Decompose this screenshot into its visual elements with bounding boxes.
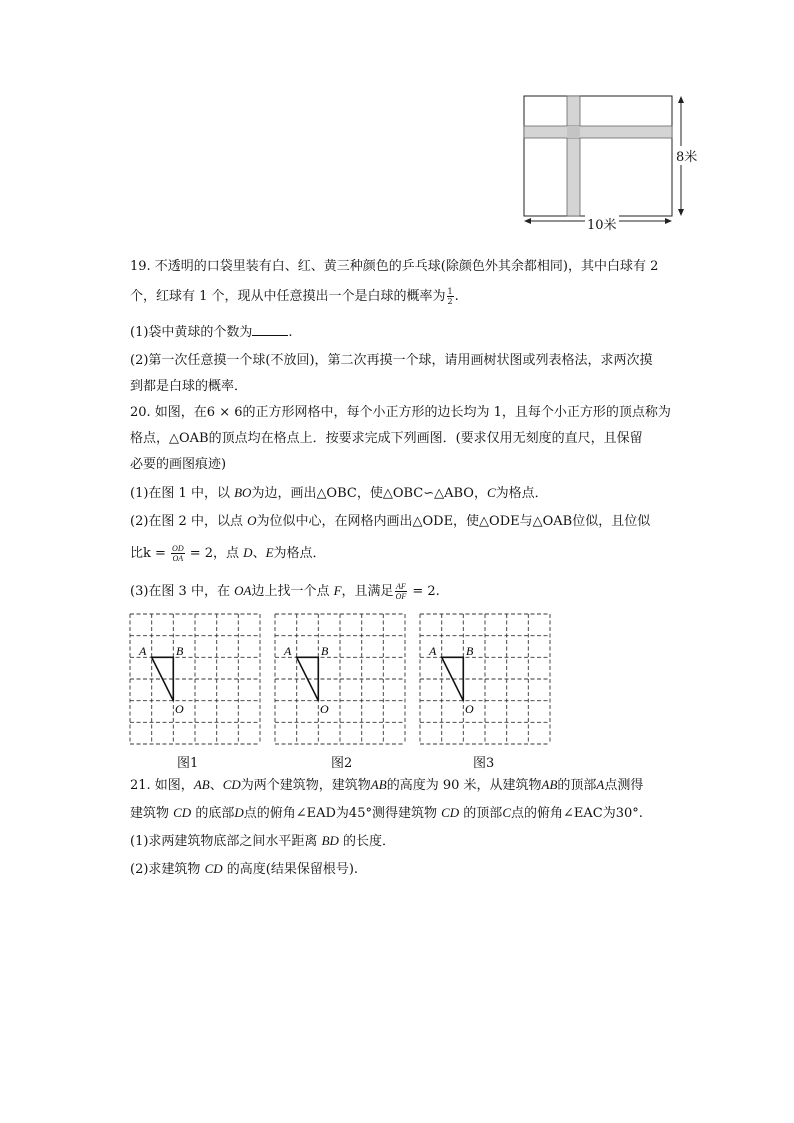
q21-part2: (2)求建筑物 CD 的高度(结果保留根号).	[130, 861, 359, 877]
label-b: B	[321, 644, 329, 658]
label-o: O	[320, 702, 329, 716]
q19-line2: 个，红球有 1 个，现从中任意摸出一个是白球的概率为 $\frac{1}{2}$ .	[130, 287, 459, 306]
grid-lines	[275, 614, 405, 744]
height-label: 8米	[675, 146, 698, 165]
answer-blank[interactable]	[252, 323, 288, 336]
grid-figure-2	[271, 610, 409, 748]
vertical-road	[567, 96, 580, 216]
label-b: B	[466, 644, 474, 658]
q19-line1: 19. 不透明的口袋里装有白、红、黄三种颜色的乒乓球(除颜色外其余都相同)，其中白球有 2	[130, 259, 659, 274]
width-label: 10米	[585, 214, 619, 233]
q19-part2-line2: 到都是白球的概率．	[130, 379, 248, 394]
label-a: A	[284, 644, 292, 658]
q21-part1: (1)求两建筑物底部之间水平距离 BD 的长度．	[130, 833, 396, 849]
grid-figure-1	[126, 610, 264, 748]
q19-part1: (1)袋中黄球的个数为 .	[130, 325, 293, 340]
label-b: B	[176, 644, 184, 658]
label-o: O	[465, 702, 474, 716]
q21-line2: 建筑物 CD 的底部D点的俯角∠EAD为45°测得建筑物 CD 的顶部C点的俯角∠EAC为30°.	[130, 805, 643, 821]
horizontal-road	[524, 126, 672, 138]
label-a: A	[429, 644, 437, 658]
af-of-fraction: $\frac{AF}{OF}$	[395, 582, 407, 601]
q20-line2: 格点，△OAB的顶点均在格点上．按要求完成下列画图．(要求仅用无刻度的直尺，且保留	[130, 431, 643, 446]
q20-part2-line2: 比k = $\frac{OD}{OA}$ = 2，点 D、E为格点．	[130, 544, 326, 563]
q19-line2-text: 个，红球有 1 个，现从中任意摸出一个是白球的概率为	[130, 289, 446, 304]
grid-figure-3	[416, 610, 554, 748]
label-a: A	[139, 644, 147, 658]
q19-part2-line1: (2)第一次任意摸一个球(不放回)，第二次再摸一个球，请用画树状图或列表格法，求两次摸	[130, 353, 653, 368]
probability-fraction: $\frac{1}{2}$	[447, 287, 453, 306]
q20-line1: 20. 如图，在6 × 6的正方形网格中，每个小正方形的边长均为 1，且每个小正方形的顶点称为	[130, 405, 671, 420]
caption-figure-3: 图3	[473, 756, 495, 771]
q20-part3: (3)在图 3 中，在 OA边上找一个点 F，且满足 $\frac{AF}{OF}$ = 2.	[130, 582, 440, 601]
ratio-fraction: $\frac{OD}{OA}$	[172, 544, 184, 563]
caption-figure-2: 图2	[331, 756, 353, 771]
q20-part2: (2)在图 2 中，以点 O为位似中心，在网格内画出△ODE，使△ODE与△OAB位似，且位似	[130, 513, 651, 529]
caption-figure-1: 图1	[177, 756, 199, 771]
label-o: O	[175, 702, 184, 716]
grid-lines	[130, 614, 260, 744]
q21-line1: 21. 如图，AB、CD为两个建筑物，建筑物AB的高度为 90 米，从建筑物AB的顶部A点测得	[130, 777, 644, 793]
q20-part1: (1)在图 1 中，以 BO为边，画出△OBC，使△OBC∽△ABO，C为格点．	[130, 485, 548, 501]
grid-lines	[420, 614, 550, 744]
q20-line3: 必要的画图痕迹)	[130, 457, 227, 472]
